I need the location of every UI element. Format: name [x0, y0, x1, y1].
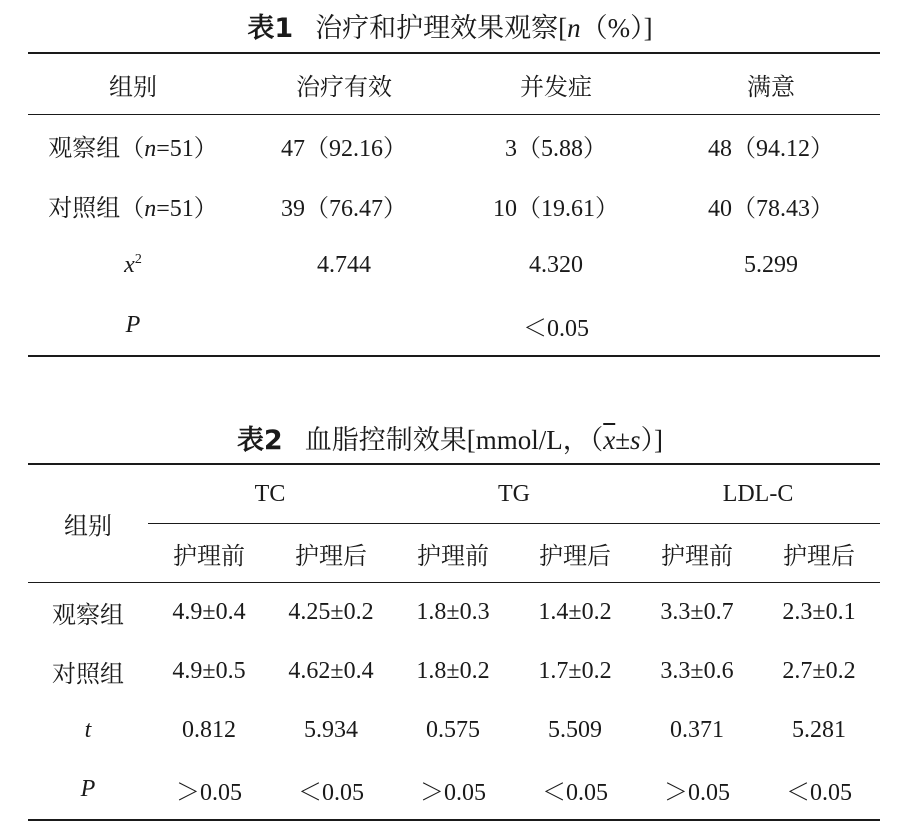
table-row [28, 642, 880, 701]
table-cell: ＜0.05 [514, 760, 636, 820]
table-row-p-value [28, 760, 880, 820]
table-cell: ＞0.05 [148, 760, 270, 820]
table2-caption-s: s [630, 425, 641, 455]
table-cell: ＜0.05 [758, 760, 880, 820]
table-cell: 5.934 [304, 717, 358, 743]
table1-header-complication: 并发症 [450, 53, 662, 115]
table-cell: 3.3±0.6 [660, 658, 734, 684]
cell-satisfied: 48（94.12） [708, 135, 834, 162]
table-cell: 1.8±0.3 [416, 599, 490, 625]
cell-effective: 4.744 [317, 251, 371, 278]
table2-header-row-2 [28, 524, 880, 583]
table-cell: 1.8±0.2 [416, 658, 490, 684]
header-metric-tc: TC [148, 464, 392, 524]
table-cell: ＞0.05 [392, 760, 514, 820]
table2-header-group: 组别 [28, 464, 148, 583]
row-group-label: 观察组（n=51） [48, 135, 218, 162]
table-cell: 2.3±0.1 [782, 599, 856, 625]
table2-header-row-1 [28, 464, 880, 524]
table1-header-effective: 治疗有效 [238, 53, 450, 115]
table-row [28, 583, 880, 643]
table2-caption-xbar: $\overline{x}$ [603, 425, 616, 455]
row-group-label: 对照组 [52, 662, 124, 688]
table-cell: 4.25±0.2 [288, 599, 374, 625]
cell-complication: 10（19.61） [493, 195, 619, 222]
table2-caption-unit-close: ）] [640, 425, 664, 455]
table-cell: ＜0.05 [270, 760, 392, 820]
table2-caption-label: 表2 [236, 425, 283, 456]
p-value: ＜0.05 [450, 295, 662, 356]
table2-caption-title: 血脂控制效果 [304, 425, 467, 456]
header-metric-tg: TG [392, 464, 636, 524]
t-label: t [84, 717, 92, 743]
table1-caption-title: 治疗和护理效果观察 [315, 13, 559, 44]
table1-caption-unit-open: [ [558, 13, 568, 43]
table1-caption-label: 表1 [247, 13, 294, 44]
header-after-nursing: 护理后 [270, 524, 392, 583]
p-label: P [28, 295, 238, 356]
cell-complication: 3（5.88） [505, 135, 607, 162]
table-row [28, 175, 880, 235]
table2-caption [0, 418, 900, 457]
table-cell: 4.9±0.5 [172, 658, 246, 684]
table-cell: 4.62±0.4 [288, 658, 374, 684]
table-row-t-value [28, 701, 880, 760]
table-cell: 1.7±0.2 [538, 658, 612, 684]
table-row-p-value [28, 295, 880, 356]
chi-square-label: $x^2$ [124, 251, 142, 278]
table1-header-row [28, 53, 880, 115]
table-cell: 2.7±0.2 [782, 658, 856, 684]
table-cell: 4.9±0.4 [172, 599, 246, 625]
header-before-nursing: 护理前 [392, 524, 514, 583]
header-before-nursing: 护理前 [636, 524, 758, 583]
header-after-nursing: 护理后 [514, 524, 636, 583]
cell-satisfied: 5.299 [744, 251, 798, 278]
table-row [28, 115, 880, 176]
table2-caption-pm: ± [615, 425, 631, 455]
header-metric-ldl-c: LDL-C [636, 464, 880, 524]
table-cell: 0.812 [182, 717, 236, 743]
row-group-label: 观察组 [52, 603, 124, 629]
table-cell: ＞0.05 [636, 760, 758, 820]
row-group-label: 对照组（n=51） [48, 195, 218, 222]
cell-satisfied: 40（78.43） [708, 195, 834, 222]
table1-header-satisfied: 满意 [662, 53, 880, 115]
table1-caption-unit-var: n [567, 13, 581, 43]
table1-header-group: 组别 [28, 53, 238, 115]
table-cell: 0.371 [670, 717, 725, 743]
header-before-nursing: 护理前 [148, 524, 270, 583]
header-after-nursing: 护理后 [758, 524, 880, 583]
table1-caption [0, 6, 900, 45]
cell-effective: 47（92.16） [281, 135, 407, 162]
cell-complication: 4.320 [529, 251, 583, 278]
table-cell: 5.509 [548, 717, 603, 743]
table-row-chi-square [28, 235, 880, 295]
table1 [28, 52, 880, 357]
table-cell: 3.3±0.7 [660, 599, 734, 625]
cell-effective: 39（76.47） [281, 195, 407, 222]
table-cell: 0.575 [426, 717, 481, 743]
table2 [28, 463, 880, 821]
p-label: P [28, 760, 148, 820]
table-cell: 1.4±0.2 [538, 599, 612, 625]
table-cell: 5.281 [792, 717, 847, 743]
table1-caption-unit-rest: （%）] [580, 13, 653, 43]
table2-caption-unit-open: [mmol/L，（ [466, 425, 604, 455]
